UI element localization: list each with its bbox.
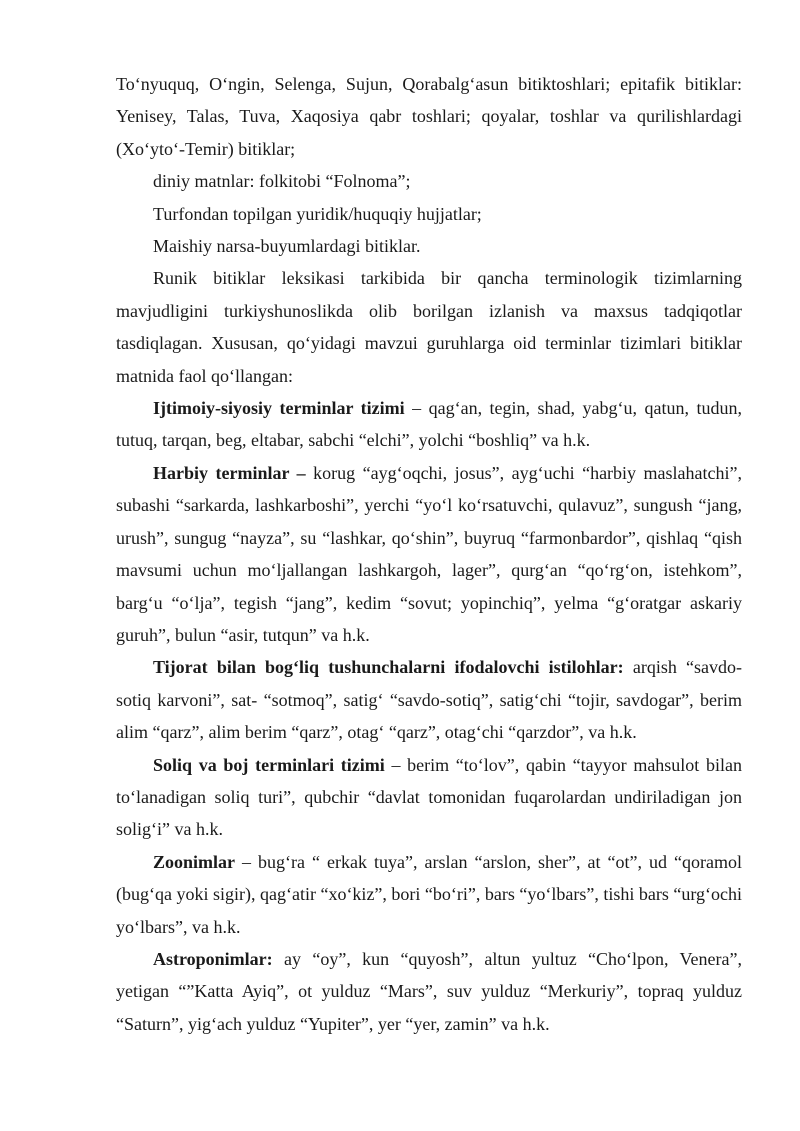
paragraph <box>116 165 742 197</box>
paragraph-text: diniy matnlar: folkitobi “Folnoma”; <box>153 171 411 192</box>
paragraph <box>116 943 742 1040</box>
paragraph-text: korug “ayg‘oqchi, josus”, ayg‘uchi “harbiy maslahatchi”, subashi “sarkarda, lashkarboshi”, yerchi “yo‘l ko‘rsatuvchi, qulavuz”, sungush “jang, urush”, sungug “nayza”, su “lashkar, qo‘shin”, buyruq “farmonbardor”, qishlaq “qish mavsumi uchun mo‘ljallangan lashkargoh, lager”, qurg‘an “qo‘rg‘on, istehkom”, barg‘u “o‘lja”, tegish “jang”, kedim “sovut; yopinchiq”, yelma “g‘oratgar askariy guruh”, bulun “asir, tutqun” va h.k. <box>116 462 743 645</box>
paragraph <box>116 198 742 230</box>
paragraph-text: ay “oy”, kun “quyosh”, altun yultuz “Cho‘lpon, Venera”, yetigan “”Katta Ayiq”, ot yulduz “Mars”, suv yulduz “Merkuriy”, topraq yulduz “Saturn”, yig‘ach yulduz “Yupiter”, yer “yer, zamin” va h.k. <box>116 948 742 1034</box>
term-heading: Astroponimlar: <box>153 948 273 969</box>
paragraph-text: Turfondan topilgan yuridik/huquqiy hujjatlar; <box>153 203 482 224</box>
paragraph <box>116 651 742 748</box>
paragraph <box>116 392 742 457</box>
paragraph-text: Runik bitiklar leksikasi tarkibida bir qancha terminologik tizimlarning mavjudligini turkiyshunoslikda olib borilgan izlanish va maxsus tadqiqotlar tasdiqlagan. Xususan, qo‘yidagi mavzui guruhlarga oid terminlar tizimlari bitiklar matnida faol qo‘llangan: <box>116 268 742 386</box>
paragraph <box>116 230 742 262</box>
paragraph-text: – berim “to‘lov”, qabin “tayyor mahsulot bilan to‘lanadigan soliq turi”, qubchir “davlat tomonidan fuqarolardan undiriladigan jon solig‘i” va h.k. <box>116 754 742 840</box>
term-heading: Tijorat bilan bog‘liq tushunchalarni ifodalovchi istilohlar: <box>153 657 624 678</box>
paragraph-text: – bug‘ra “ erkak tuya”, arslan “arslon, sher”, at “ot”, ud “qoramol (bug‘qa yoki sigir), qag‘atir “xo‘kiz”, bori “bo‘ri”, bars “yo‘lbars”, tishi bars “urg‘ochi yo‘lbars”, va h.k. <box>116 851 742 937</box>
paragraph-text: To‘nyuquq, O‘ngin, Selenga, Sujun, Qorabalg‘asun bitiktoshlari; epitafik bitiklar: Yenisey, Talas, Tuva, Xaqosiya qabr toshlari; qoyalar, toshlar va qurilishlardagi (Xo‘yto‘-Temir) bitiklar; <box>116 74 742 159</box>
paragraph-text: – qag‘an, tegin, shad, yabg‘u, qatun, tudun, tutuq, tarqan, beg, eltabar, sabchi “elchi”, yolchi “boshliq” va h.k. <box>116 398 742 451</box>
paragraph <box>116 262 742 392</box>
paragraph-text: arqish “savdo-sotiq karvoni”, sat- “sotmoq”, satig‘ “savdo-sotiq”, satig‘chi “tojir, savdogar”, berim alim “qarz”, alim berim “qarz”, otag‘ “qarz”, otag‘chi “qarzdor”, va h.k. <box>116 657 743 743</box>
paragraph <box>116 68 742 165</box>
term-heading: Harbiy terminlar – <box>153 462 306 483</box>
document-page <box>116 68 742 1040</box>
term-heading: Zoonimlar <box>153 851 236 872</box>
term-heading: Ijtimoiy-siyosiy terminlar tizimi <box>153 398 405 419</box>
paragraph <box>116 749 742 846</box>
paragraph <box>116 457 742 651</box>
term-heading: Soliq va boj terminlari tizimi <box>153 754 385 775</box>
paragraph-text: Maishiy narsa-buyumlardagi bitiklar. <box>153 236 421 257</box>
paragraph <box>116 846 742 943</box>
